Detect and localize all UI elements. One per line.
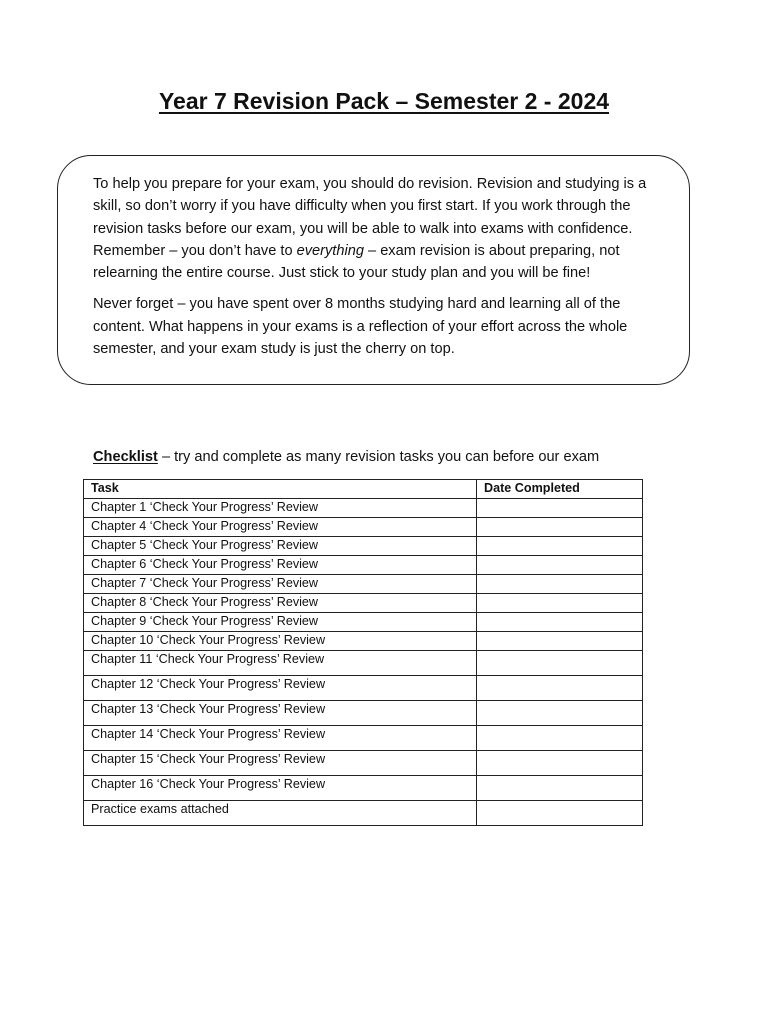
table-row [84,776,643,801]
table-row [84,537,643,556]
checklist-heading [93,449,599,465]
task-cell: Chapter 10 ‘Check Your Progress’ Review [84,632,477,651]
date-cell[interactable] [477,676,643,701]
table-row [84,701,643,726]
table-row [84,676,643,701]
intro-box [57,155,690,385]
task-cell: Chapter 12 ‘Check Your Progress’ Review [84,676,477,701]
checklist-keyword: Checklist [93,449,158,465]
date-cell[interactable] [477,556,643,575]
header-task: Task [84,480,477,499]
intro-p1-text-end: – exam revision is about preparing, not relearning the entire course. Just stick to your study plan and you will be fine! [93,242,620,282]
table-row [84,499,643,518]
date-cell[interactable] [477,499,643,518]
date-cell[interactable] [477,726,643,751]
table-row [84,575,643,594]
task-cell: Chapter 5 ‘Check Your Progress’ Review [84,537,477,556]
checklist-instruction: – try and complete as many revision tasks you can before our exam [157,449,600,465]
intro-paragraph-1 [93,173,663,284]
date-cell[interactable] [477,632,643,651]
task-cell: Chapter 9 ‘Check Your Progress’ Review [84,613,477,632]
table-row [84,726,643,751]
date-cell[interactable] [477,613,643,632]
task-cell: Chapter 16 ‘Check Your Progress’ Review [84,776,477,801]
date-cell[interactable] [477,751,643,776]
task-cell: Practice exams attached [84,801,477,826]
task-cell: Chapter 14 ‘Check Your Progress’ Review [84,726,477,751]
table-row [84,613,643,632]
date-cell[interactable] [477,575,643,594]
header-date-completed: Date Completed [477,480,643,499]
date-cell[interactable] [477,701,643,726]
task-cell: Chapter 15 ‘Check Your Progress’ Review [84,751,477,776]
task-table [83,479,643,826]
table-row [84,801,643,826]
date-cell[interactable] [477,801,643,826]
task-cell: Chapter 6 ‘Check Your Progress’ Review [84,556,477,575]
task-cell: Chapter 13 ‘Check Your Progress’ Review [84,701,477,726]
intro-paragraph-2: Never forget – you have spent over 8 months studying hard and learning all of the content. What happens in your exams is a reflection of your effort across the whole semester, and your exam study is just the cherry on top. [93,296,628,358]
task-cell: Chapter 8 ‘Check Your Progress’ Review [84,594,477,613]
table-header-row [84,480,643,499]
table-row [84,518,643,537]
task-cell: Chapter 4 ‘Check Your Progress’ Review [84,518,477,537]
task-cell: Chapter 11 ‘Check Your Progress’ Review [84,651,477,676]
date-cell[interactable] [477,518,643,537]
date-cell[interactable] [477,651,643,676]
task-cell: Chapter 1 ‘Check Your Progress’ Review [84,499,477,518]
table-row [84,651,643,676]
intro-emphasis: everything [296,242,364,259]
table-row [84,594,643,613]
date-cell[interactable] [477,537,643,556]
page-title: Year 7 Revision Pack – Semester 2 - 2024 [158,88,610,114]
task-cell: Chapter 7 ‘Check Your Progress’ Review [84,575,477,594]
date-cell[interactable] [477,594,643,613]
date-cell[interactable] [477,776,643,801]
intro-p1-text: To help you prepare for your exam, you should do revision. Revision and studying is a skill, so don’t worry if you have difficulty when you first start. If you work through the revision tasks before our exam, you will be able to walk into exams with confidence. Remember – you don’t have to [93,176,647,259]
table-row [84,556,643,575]
table-row [84,632,643,651]
table-row [84,751,643,776]
